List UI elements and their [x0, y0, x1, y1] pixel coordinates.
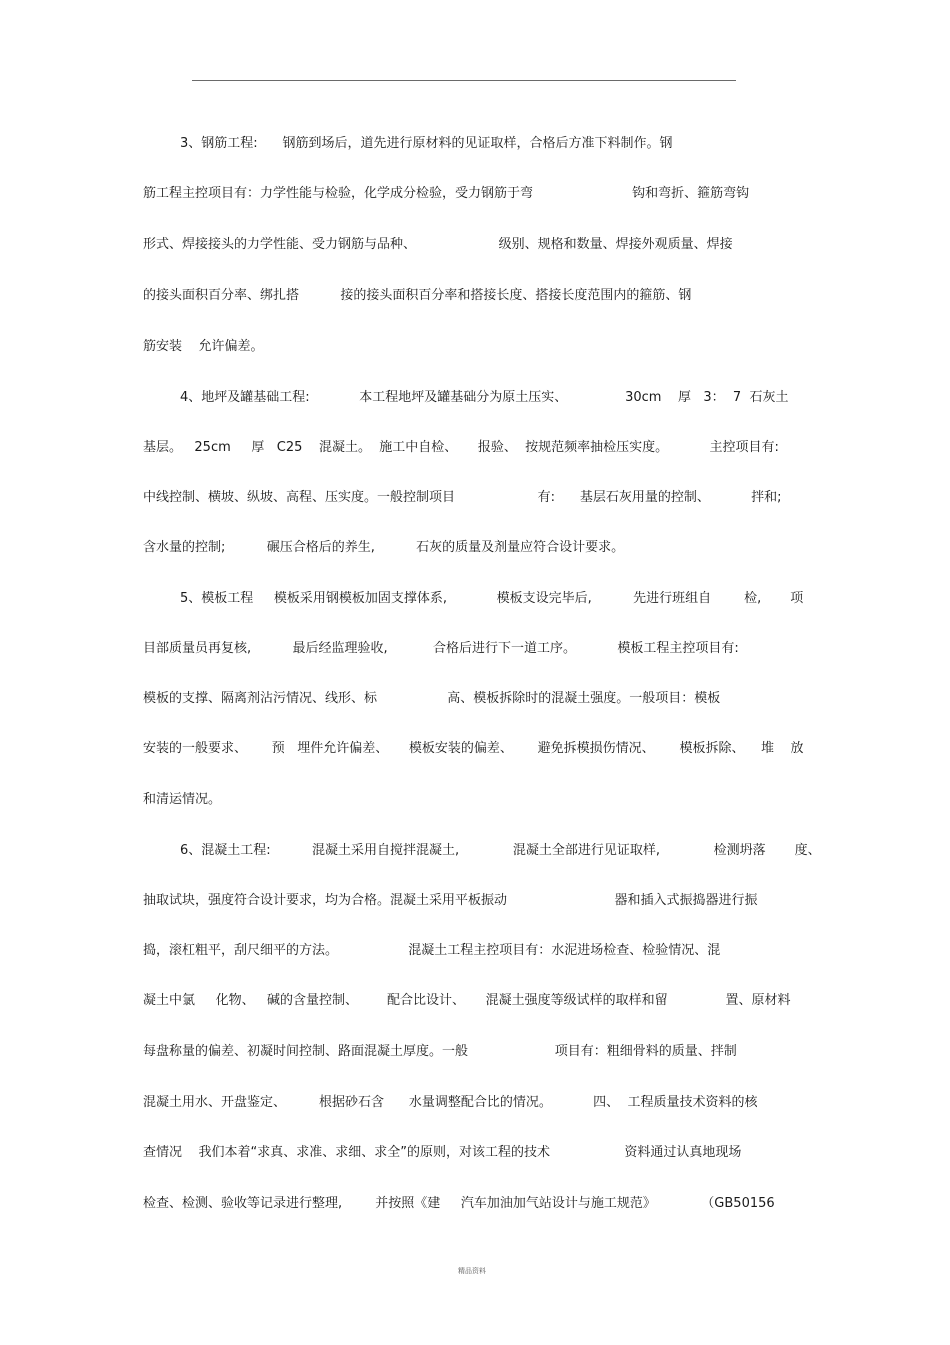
- text-line: 5、模板工程 模板采用钢模板加固支撑体系, 模板支设完毕后, 先进行班组自 检, 项: [180, 591, 804, 606]
- text-line: 混凝土用水、开盘鉴定、 根据砂石含 水量调整配合比的情况。 四、 工程质量技术资料的核: [143, 1095, 758, 1110]
- text-line: 形式、焊接接头的力学性能、受力钢筋与品种、 级别、规格和数量、焊接外观质量、焊接: [143, 237, 733, 252]
- text-line: 每盘称量的偏差、初凝时间控制、路面混凝土厚度。一般 项目有：粗细骨料的质量、拌制: [143, 1044, 737, 1059]
- text-line: 查情况 我们本着“求真、求准、求细、求全”的原则，对该工程的技术 资料通过认真地现场: [143, 1145, 742, 1160]
- text-line: 的接头面积百分率、绑扎搭 接的接头面积百分率和搭接长度、搭接长度范围内的箍筋、钢: [143, 288, 692, 303]
- text-line: 6、混凝土工程: 混凝土采用自搅拌混凝土, 混凝土全部进行见证取样, 检测坍落 度、: [180, 843, 821, 858]
- text-line: 目部质量员再复核, 最后经监理验收, 合格后进行下一道工序。 模板工程主控项目有:: [143, 641, 739, 656]
- text-line: 模板的支撑、隔离剂沾污情况、线形、标 高、模板拆除时的混凝土强度。一般项目：模板: [143, 691, 721, 706]
- text-line: 凝土中氯 化物、 碱的含量控制、 配合比设计、 混凝土强度等级试样的取样和留 置、原材料: [143, 993, 791, 1008]
- text-line: 基层。 25cm 厚 C25 混凝土。 施工中自检、 报验、 按规范频率抽检压实度。 主控项目有:: [143, 440, 779, 455]
- text-line: 3、钢筋工程: 钢筋到场后，道先进行原材料的见证取样，合格后方准下料制作。钢: [180, 136, 673, 151]
- text-line: 中线控制、横坡、纵坡、高程、压实度。一般控制项目 有: 基层石灰用量的控制、 拌和;: [143, 490, 782, 505]
- page-footer: 精品资料: [458, 1267, 486, 1275]
- text-line: 抽取试块，强度符合设计要求，均为合格。混凝土采用平板振动 器和插入式振捣器进行振: [143, 893, 758, 908]
- text-line: 筋安装 允许偏差。: [143, 339, 264, 354]
- text-line: 检查、检测、验收等记录进行整理, 并按照《建 汽车加油加气站设计与施工规范》 （GB50156: [143, 1196, 775, 1211]
- text-line: 4、地坪及罐基础工程: 本工程地坪及罐基础分为原土压实、 30cm 厚 3： 7 石灰土: [180, 390, 789, 405]
- header-rule: [192, 80, 736, 81]
- text-line: 含水量的控制; 碾压合格后的养生, 石灰的质量及剂量应符合设计要求。: [143, 540, 625, 555]
- text-line: 筋工程主控项目有：力学性能与检验，化学成分检验，受力钢筋于弯 钩和弯折、箍筋弯钩: [143, 186, 750, 201]
- text-line: 安装的一般要求、 预 埋件允许偏差、 模板安装的偏差、 避免拆模损伤情况、 模板拆除、 堆 放: [143, 741, 804, 756]
- text-line: 捣，滚杠粗平，刮尺细平的方法。 混凝土工程主控项目有：水泥进场检查、检验情况、混: [143, 943, 721, 958]
- text-line: 和清运情况。: [143, 792, 222, 807]
